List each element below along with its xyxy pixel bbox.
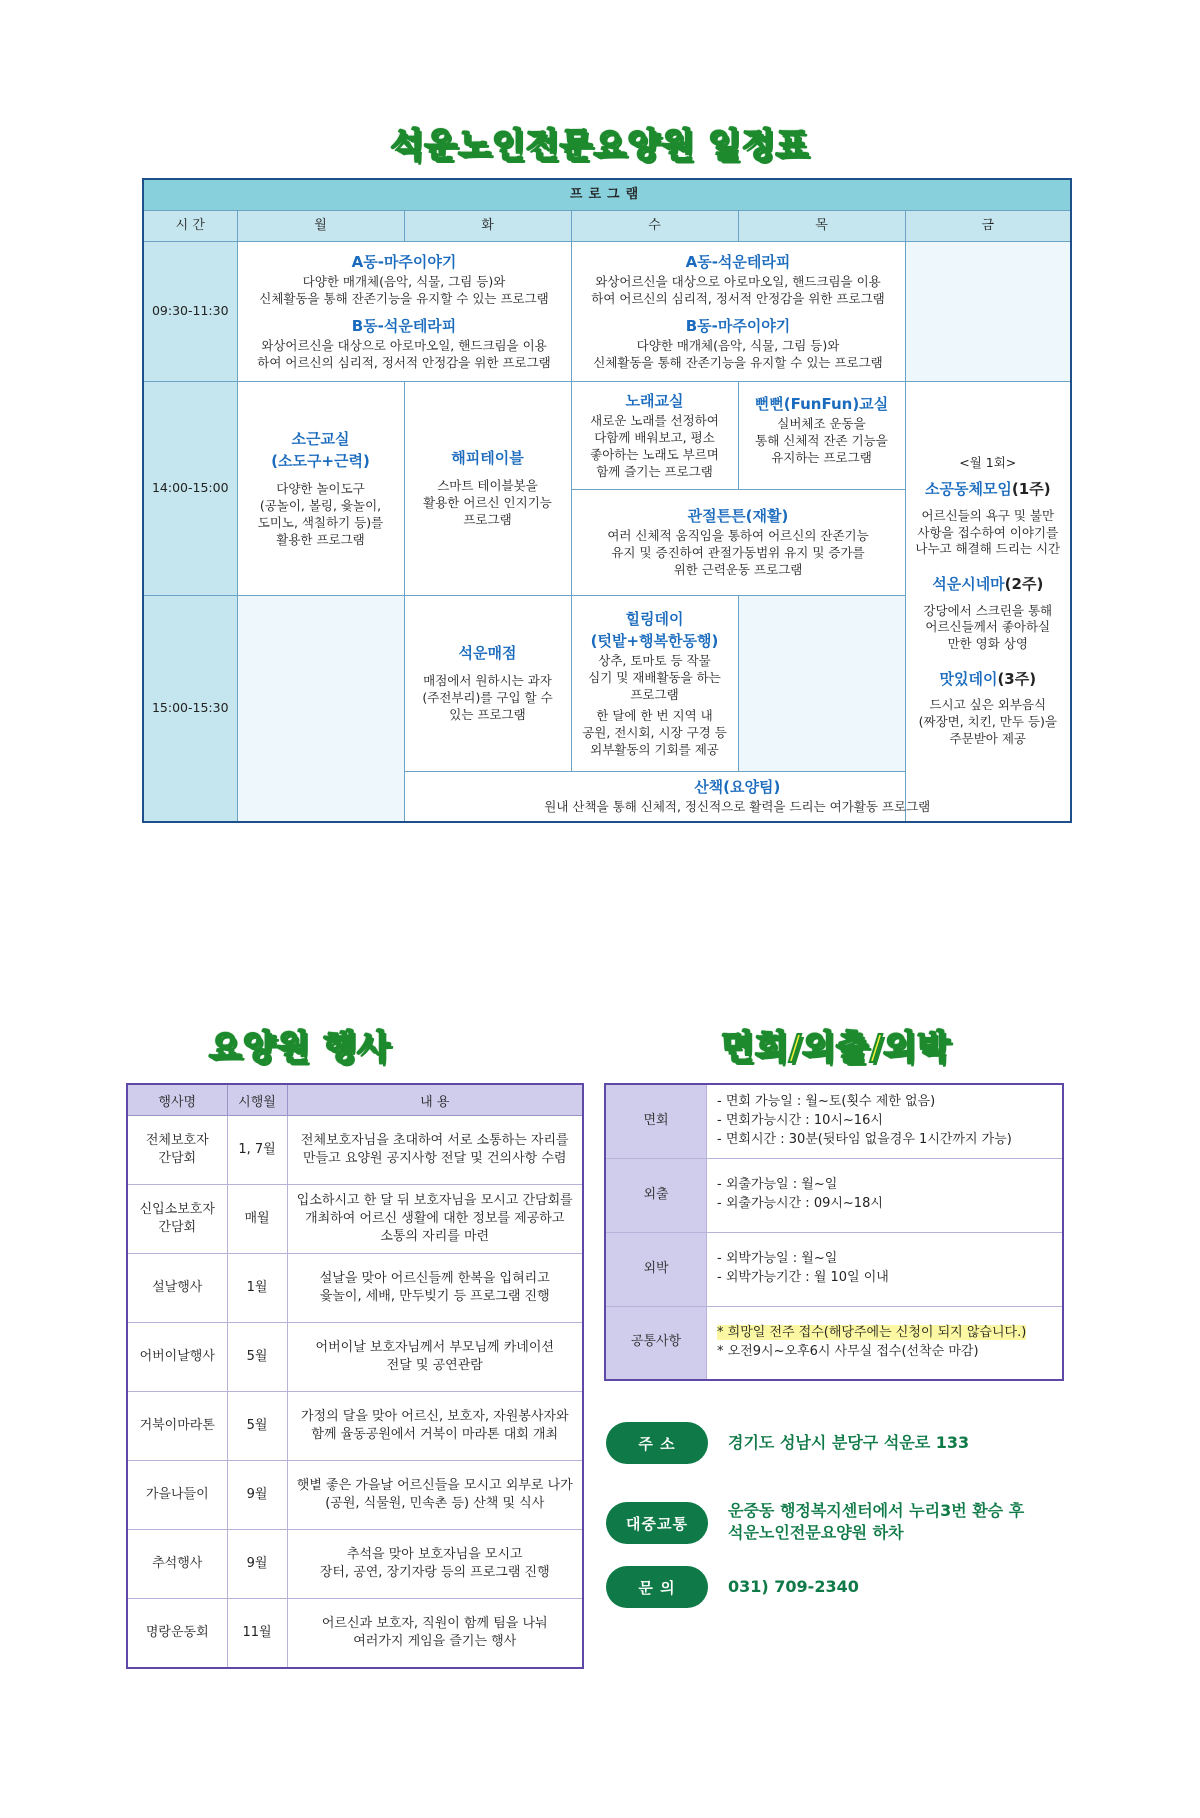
events-header-month: 시행월 [227,1084,287,1116]
events-header-name: 행사명 [127,1084,227,1116]
visit-line: - 면회시간 : 30분(뒷타임 없을경우 1시간까지 가능) [717,1131,1012,1147]
program-desc: 나누고 해결해 드리는 시간 [915,541,1061,557]
program-desc: 위한 근력운동 프로그램 [673,562,803,578]
event-name-line: 어버이날행사 [139,1348,215,1364]
cell-friday [905,382,1071,822]
program-desc: 다양한 놀이도구 [276,481,365,496]
event-name [127,1185,227,1254]
late-mon-empty [237,596,404,822]
program-desc: 상추, 토마토 등 작물 [598,653,711,669]
program-title: (텃밭+행복한동행) [590,631,719,650]
late-thu-empty [738,596,905,772]
transit-text [728,1500,1024,1545]
event-content-line: 어버이날 보호자님께서 부모님께 카네이션 [315,1339,554,1355]
notice-value [707,1306,1064,1380]
visit-table [604,1083,1064,1381]
notice-key: 공통사항 [605,1306,707,1380]
program-desc: 활용한 어르신 인지기능 [423,495,552,511]
event-name-line: 가을나들이 [145,1486,209,1502]
time-late: 15:00-15:30 [143,596,237,822]
event-row [127,1392,583,1461]
event-content [287,1116,583,1185]
program-desc: 새로운 노래를 선정하여 [590,412,719,428]
program-title: (소도구+근력) [271,451,370,470]
event-content-line: 가정의 달을 맞아 어르신, 보호자, 자원봉사자와 [300,1408,569,1424]
program-desc: 유지하는 프로그램 [771,450,872,465]
event-content-line: 여러가지 게임을 즐기는 행사 [353,1634,517,1649]
visit-value [707,1158,1064,1232]
event-row [127,1461,583,1530]
event-content-line: 전체보호자님을 초대하여 서로 소통하는 자리를 [300,1132,569,1148]
event-name-line: 신입소보호자 [139,1201,215,1217]
header-tue: 화 [404,211,571,242]
event-content-line: 장터, 공연, 장기자랑 등의 프로그램 진행 [319,1565,550,1580]
event-name [127,1116,227,1185]
program-desc: 만한 영화 상영 [947,636,1028,652]
event-name [127,1392,227,1461]
notice-line-highlight: * 희망일 전주 접수(해당주에는 신청이 되지 않습니다.) [717,1324,1027,1340]
week-label: (3주) [997,670,1037,689]
program-title: A동-마주이야기 [351,252,457,271]
program-desc: 매점에서 원하시는 과자 [423,673,552,689]
event-content [287,1530,583,1599]
program-desc: 스마트 테이블봇을 [437,478,538,494]
time-morning: 09:30-11:30 [143,242,237,382]
event-name [127,1599,227,1669]
cell-funfun [738,382,905,490]
event-name-line: 거북이마라톤 [139,1417,215,1433]
transit-pill: 대중교통 [606,1502,708,1544]
program-desc: 어르신들께서 좋아하실 [925,619,1051,635]
program-desc: 함께 즐기는 프로그램 [596,463,713,479]
event-content-line: 어르신과 보호자, 직원이 함께 팀을 나눠 [321,1615,548,1631]
program-desc: 외부활동의 기회를 제공 [590,741,719,757]
schedule-title: 석운노인전문요양원 일정표 [390,126,810,166]
event-row [127,1599,583,1669]
visit-line: - 외출가능일 : 월~일 [717,1177,838,1193]
program-desc: 다양한 매개체(음악, 식물, 그림 등)와 [636,337,840,353]
event-content [287,1185,583,1254]
visit-value [707,1084,1064,1158]
time-afternoon: 14:00-15:00 [143,382,237,596]
event-month: 9월 [227,1461,287,1530]
address-pill: 주 소 [606,1422,708,1464]
event-content-line: 소통의 자리를 마련 [380,1229,490,1245]
schedule-table [142,178,1072,823]
event-name-line: 전체보호자 [145,1132,209,1148]
transit-line: 운중동 행정복지센터에서 누리3번 환승 후 [728,1501,1025,1520]
program-title: 소근교실 [291,429,350,448]
event-month: 11월 [227,1599,287,1669]
events-header-content: 내 용 [287,1084,583,1116]
event-month: 9월 [227,1530,287,1599]
morning-fri-empty [905,242,1071,382]
program-desc: 공원, 전시회, 시장 구경 등 [582,724,727,740]
program-desc: 하여 어르신의 심리적, 정서적 안정감을 위한 프로그램 [257,354,551,370]
event-name-line: 명랑운동회 [145,1624,209,1640]
event-month: 1, 7월 [227,1116,287,1185]
program-title: 소공동체모임 [924,480,1012,499]
event-content [287,1599,583,1669]
program-desc: 다함께 배워보고, 평소 [594,429,715,445]
event-row [127,1530,583,1599]
visit-line: - 면회가능시간 : 10시~16시 [717,1112,883,1128]
program-desc: (공놀이, 볼링, 윷놀이, [259,497,382,513]
week-label: (2주) [1004,575,1044,594]
event-row [127,1254,583,1323]
event-content-line: 햇볕 좋은 가을날 어르신들을 모시고 외부로 나가 [296,1477,573,1493]
program-title: 해피테이블 [451,449,524,468]
event-content [287,1392,583,1461]
event-row [127,1116,583,1185]
program-desc: 프로그램 [463,512,512,528]
program-desc: 여러 신체적 움직임을 통하여 어르신의 잔존기능 [607,528,869,544]
program-title: 뻔뻔(FunFun)교실 [754,395,889,413]
program-desc: 활용한 프로그램 [276,531,365,547]
events-title: 요양원 행사 [208,1028,392,1068]
program-title: 산책(요양팀) [694,777,781,796]
notice-line: * 오전9시~오후6시 사무실 접수(선착순 마감) [717,1343,979,1359]
cell-walk [404,772,1071,822]
event-content-line: 추석을 맞아 보호자님을 모시고 [346,1546,523,1562]
program-title: 석운매점 [458,644,517,663]
event-name-line: 간담회 [158,1220,197,1235]
event-name [127,1530,227,1599]
header-fri: 금 [905,211,1071,242]
header-time: 시 간 [143,211,237,242]
header-thu: 목 [738,211,905,242]
event-content-line: 설날을 맞아 어르신들께 한복을 입혀리고 [319,1270,550,1286]
program-desc: 실버체조 운동을 [777,416,866,432]
address-text: 경기도 성남시 분당구 석운로 133 [728,1433,970,1452]
event-name [127,1254,227,1323]
program-desc: 어르신들의 욕구 및 불만 [921,507,1055,523]
inquiry-pill: 문 의 [606,1566,708,1608]
program-desc: 한 달에 한 번 지역 내 [596,707,713,723]
program-desc: 사항을 접수하여 이야기를 [917,524,1059,540]
event-row [127,1323,583,1392]
event-name-line: 설날행사 [152,1279,203,1295]
header-wed: 수 [571,211,738,242]
monthly-note: <월 1회> [959,454,1017,470]
visit-key: 면회 [605,1084,707,1158]
program-desc: (주전부리)를 구입 할 수 [422,690,553,706]
program-header: 프로그램 [143,179,1071,211]
program-title: 힐링데이 [625,609,684,628]
event-name [127,1461,227,1530]
program-desc: 다양한 매개체(음악, 식물, 그림 등)와 [302,273,506,289]
event-content-line: 윷놀이, 세배, 만두빚기 등 프로그램 진행 [319,1289,550,1304]
program-desc: 주문받아 제공 [949,731,1026,747]
event-content [287,1461,583,1530]
program-title: B동-석운테라피 [351,316,457,335]
event-content-line: 함께 율동공원에서 거북이 마라톤 대회 개최 [311,1427,559,1442]
program-title: 맛있데이 [939,670,998,689]
cell-song [571,382,738,490]
program-desc: 원내 산책을 통해 신체적, 정신적으로 활력을 드리는 여가활동 프로그램 [544,798,931,814]
phone-text: 031) 709-2340 [728,1577,859,1596]
visit-line: - 외박가능기간 : 월 10일 이내 [717,1270,889,1285]
program-desc: 통해 신체적 잔존 기능을 [755,433,888,449]
events-table [126,1083,584,1669]
program-title: A동-석운테라피 [685,252,791,271]
cell-joint [571,490,905,596]
program-title: 노래교실 [625,391,684,410]
visit-value [707,1232,1064,1306]
visit-line: - 면회 가능일 : 월~토(횟수 제한 없음) [717,1093,936,1109]
event-row [127,1185,583,1254]
program-desc: 유지 및 증진하여 관절가동범위 유지 및 증가를 [611,545,865,561]
transit-line: 석운노인전문요양원 하차 [728,1523,904,1543]
program-desc: 심기 및 재배활동을 하는 [588,670,721,685]
cell-healing [571,596,738,772]
event-month: 1월 [227,1254,287,1323]
program-desc: 신체활동을 통해 잔존기능을 유지할 수 있는 프로그램 [259,290,549,306]
program-desc: 있는 프로그램 [449,707,526,723]
program-title: B동-마주이야기 [685,316,791,335]
program-title: 관절튼튼(재활) [687,507,789,526]
event-content-line: 전달 및 공연관람 [386,1358,483,1373]
event-content-line: 개최하여 어르신 생활에 대한 정보를 제공하고 [305,1210,565,1226]
program-desc: 프로그램 [630,686,679,702]
program-desc: 와상어르신을 대상으로 아로마오일, 핸드크림을 이용 [595,273,881,289]
visit-title: 면회/외출/외박 [721,1028,951,1068]
visit-line: - 외박가능일 : 월~일 [717,1251,838,1267]
morning-mon-tue [237,242,571,382]
event-name-line: 간담회 [158,1151,197,1166]
event-content [287,1323,583,1392]
program-desc: (짜장면, 치킨, 만두 등)을 [918,714,1057,730]
program-desc: 도미노, 색칠하기 등)를 [257,514,384,530]
event-month: 매월 [227,1185,287,1254]
event-month: 5월 [227,1323,287,1392]
header-mon: 월 [237,211,404,242]
cell-sogeun [237,382,404,596]
program-desc: 와상어르신을 대상으로 아로마오일, 핸드크림을 이용 [261,337,547,353]
cell-store [404,596,571,772]
event-content [287,1254,583,1323]
event-name [127,1323,227,1392]
program-desc: 하여 어르신의 심리적, 정서적 안정감을 위한 프로그램 [591,290,885,306]
event-name-line: 추석행사 [152,1555,203,1571]
visit-line: - 외출가능시간 : 09시~18시 [717,1196,883,1211]
program-title: 석운시네마 [932,575,1005,594]
visit-key: 외출 [605,1158,707,1232]
program-desc: 좋아하는 노래도 부르며 [590,446,719,462]
program-desc: 신체활동을 통해 잔존기능을 유지할 수 있는 프로그램 [593,354,883,370]
event-content-line: 만들고 요양원 공지사항 전달 및 건의사항 수렴 [303,1151,567,1166]
event-month: 5월 [227,1392,287,1461]
week-label: (1주) [1011,480,1051,499]
cell-happy-table [404,382,571,596]
event-content-line: 입소하시고 한 달 뒤 보호자님을 모시고 간담회를 [296,1192,573,1208]
event-content-line: (공원, 식물원, 민속촌 등) 산책 및 식사 [325,1496,545,1511]
program-desc: 강당에서 스크린을 통해 [923,602,1053,618]
morning-wed-thu [571,242,905,382]
visit-key: 외박 [605,1232,707,1306]
program-desc: 드시고 싶은 외부음식 [929,697,1047,713]
